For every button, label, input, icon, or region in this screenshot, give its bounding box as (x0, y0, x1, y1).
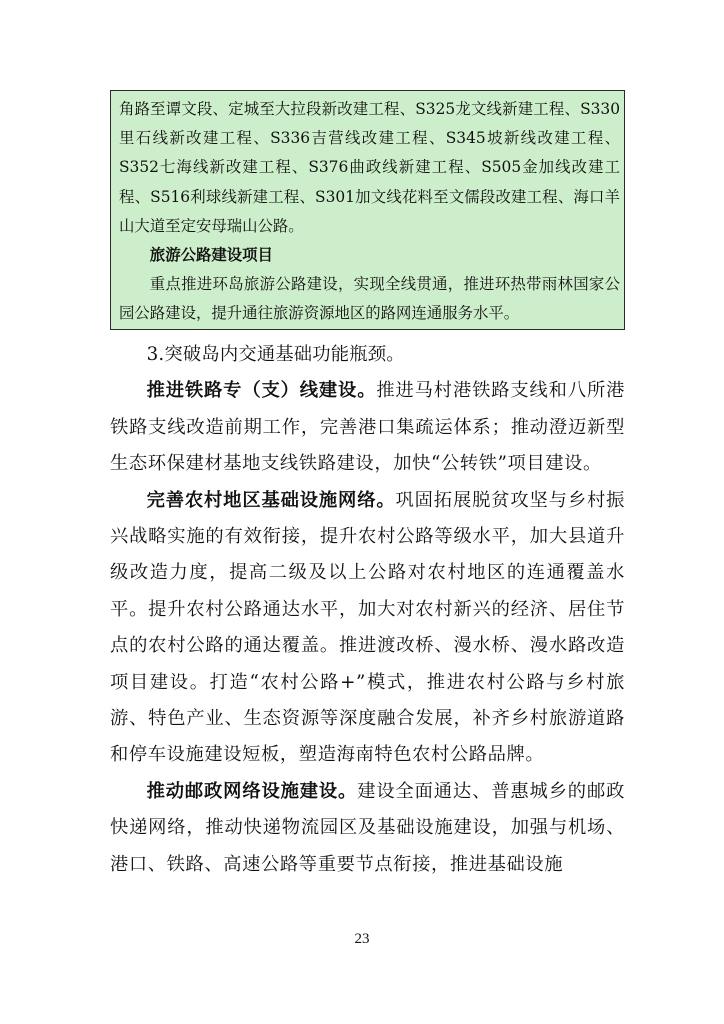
paragraph-rural-body: 巩固拓展脱贫攻坚与乡村振兴战略实施的有效衔接，提升农村公路等级水平，加大县道升级改造力度，提高二级及以上公路对农村地区的连通覆盖水平。提升农村公路通达水平，加大对农村新兴的经济、居住节点的农村公路的通达覆盖。推进渡改桥、漫水桥、漫水路改造项目建设。打造“农村公路+”模式，推进农村公路与乡村旅游、特色产业、生态资源等深度融合发展，补齐乡村旅游道路和停车设施建设短板，塑造海南特色农村公路品牌。 (110, 489, 625, 766)
highlight-box (110, 90, 625, 330)
main-text (110, 337, 625, 883)
section-title: 3.突破岛内交通基础功能瓶颈。 (146, 344, 405, 365)
paragraph-railway-body: 推进马村港铁路支线和八所港铁路支线改造前期工作，完善港口集疏运体系；推动澄迈新型生态环保建材基地支线铁路建设，加快“公转铁”项目建设。 (110, 380, 625, 475)
page-number: 23 (354, 931, 370, 947)
box-heading-tourism-roads: 旅游公路建设项目 (149, 246, 273, 265)
paragraph-railway-lead: 推进铁路专（支）线建设。 (146, 380, 377, 402)
paragraph-postal (110, 774, 625, 883)
paragraph-postal-lead: 推动邮政网络设施建设。 (146, 780, 358, 802)
paragraph-postal-body: 建设全面通达、普惠城乡的邮政快递网络，推动快递物流园区及基础设施建设，加强与机场、港口、铁路、高速公路等重要节点衔接，推进基础设施 (110, 780, 625, 875)
paragraph-railway (110, 373, 625, 482)
box-paragraph-tourism: 重点推进环岛旅游公路建设，实现全线贯通，推进环热带雨林国家公园公路建设，提升通往旅游资源地区的路网连通服务水平。 (119, 275, 620, 323)
box-paragraph-projects: 角路至谭文段、定城至大拉段新改建工程、S325龙文线新建工程、S330里石线新改建工程、S336吉营线改建工程、S345坡新线改建工程、S352七海线新改建工程、S376曲政线新建工程、S505金加线改建工程、S516利球线新建工程、S301加文线花料至文儒段改建工程、海口羊山大道至定安母瑞山公路。 (119, 100, 620, 235)
paragraph-rural-lead: 完善农村地区基础设施网络。 (146, 489, 396, 511)
paragraph-rural (110, 483, 625, 774)
